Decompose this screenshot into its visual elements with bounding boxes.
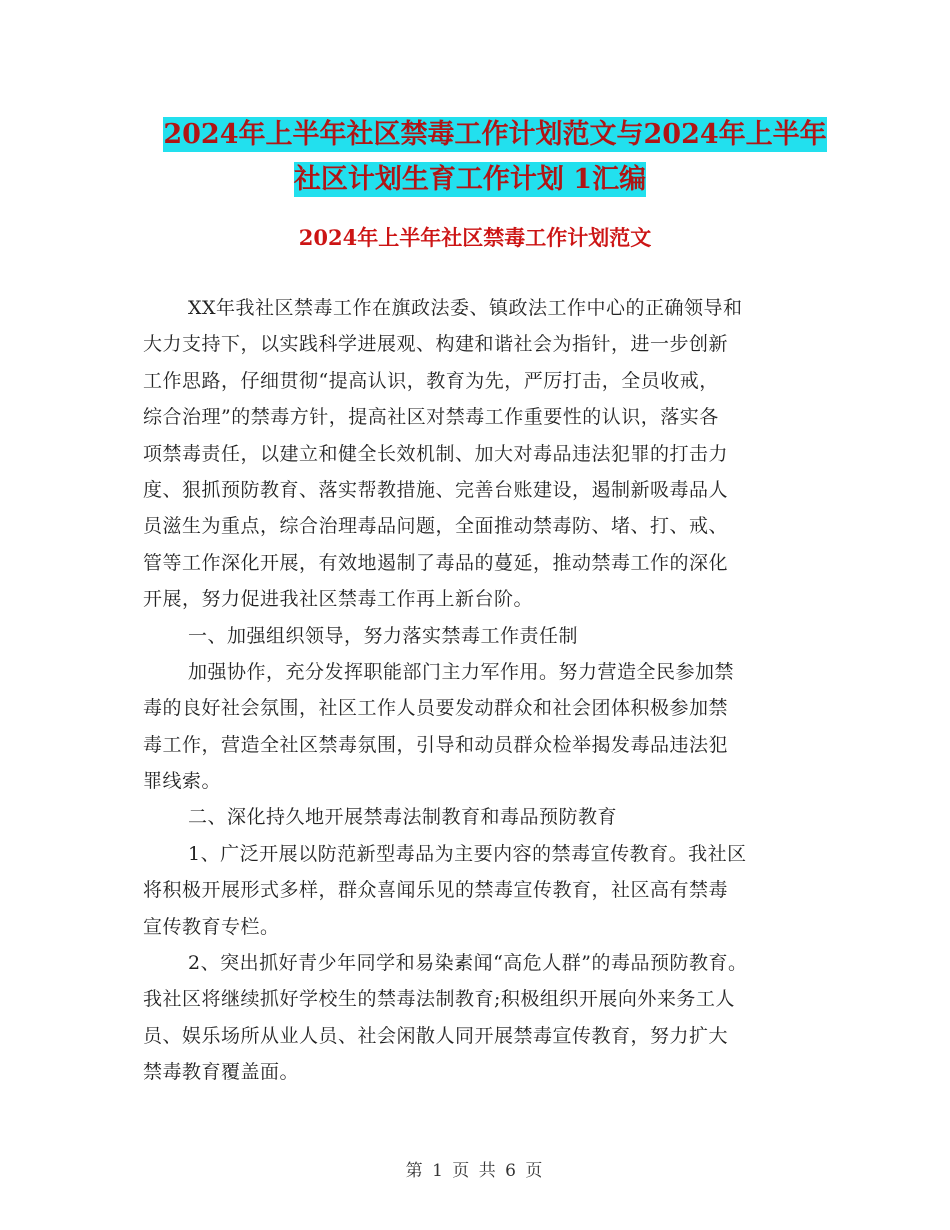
body-line: 加强协作，充分发挥职能部门主力军作用。努力营造全民参加禁 <box>188 660 735 683</box>
body-line: 毒的良好社会氛围，社区工作人员要发动群众和社会团体积极参加禁 <box>143 697 729 720</box>
body-line: 罪线索。 <box>143 770 222 793</box>
body-line: 度、狠抓预防教育、落实帮教措施、完善台账建设，遏制新吸毒品人 <box>143 478 729 501</box>
body-line: 毒工作，营造全社区禁毒氛围，引导和动员群众检举揭发毒品违法犯 <box>143 733 729 756</box>
body-line: 员、娱乐场所从业人员、社会闲散人同开展禁毒宣传教育，努力扩大 <box>143 1024 729 1047</box>
body-line: 工作思路，仔细贯彻“提高认识，教育为先，严厉打击，全员收戒， <box>143 369 719 392</box>
body-line: XX年我社区禁毒工作在旗政法委、镇政法工作中心的正确领导和 <box>188 297 743 319</box>
document-title-line-1 <box>40 112 950 151</box>
document-body <box>143 290 823 1091</box>
body-line: 二、深化持久地开展禁毒法制教育和毒品预防教育 <box>188 806 618 829</box>
body-line: 宣传教育专栏。 <box>143 915 280 938</box>
title-highlight-2: 社区计划生育工作计划 1汇编 <box>293 164 647 195</box>
body-line: 我社区将继续抓好学校生的禁毒法制教育;积极组织开展向外来务工人 <box>143 988 735 1011</box>
body-line: 管等工作深化开展，有效地遏制了毒品的蔓延，推动禁毒工作的深化 <box>143 551 729 574</box>
body-line: 开展，努力促进我社区禁毒工作再上新台阶。 <box>143 588 534 611</box>
section-title: 2024年上半年社区禁毒工作计划范文 <box>298 225 652 250</box>
page-footer: 第 1 页 共 6 页 <box>405 1161 545 1181</box>
body-line: 一、加强组织领导，努力落实禁毒工作责任制 <box>188 624 579 647</box>
body-line: 综合治理”的禁毒方针，提高社区对禁毒工作重要性的认识，落实各 <box>143 406 719 429</box>
title-highlight-1: 2024年上半年社区禁毒工作计划范文与2024年上半年 <box>163 119 827 150</box>
body-line: 大力支持下，以实践科学进展观、构建和谐社会为指针，进一步创新 <box>143 333 729 356</box>
body-line: 1、广泛开展以防范新型毒品为主要内容的禁毒宣传教育。我社区 <box>188 842 747 865</box>
body-line: 2、突出抓好青少年同学和易染素闻“高危人群”的毒品预防教育。 <box>188 952 748 975</box>
body-line: 项禁毒责任，以建立和健全长效机制、加大对毒品违法犯罪的打击力 <box>143 442 729 465</box>
body-line: 将积极开展形式多样，群众喜闻乐见的禁毒宣传教育，社区高有禁毒 <box>143 879 729 902</box>
document-title-line-2 <box>0 157 950 196</box>
body-line: 禁毒教育覆盖面。 <box>143 1061 300 1084</box>
body-line: 员滋生为重点，综合治理毒品问题，全面推动禁毒防、堵、打、戒、 <box>143 515 729 538</box>
